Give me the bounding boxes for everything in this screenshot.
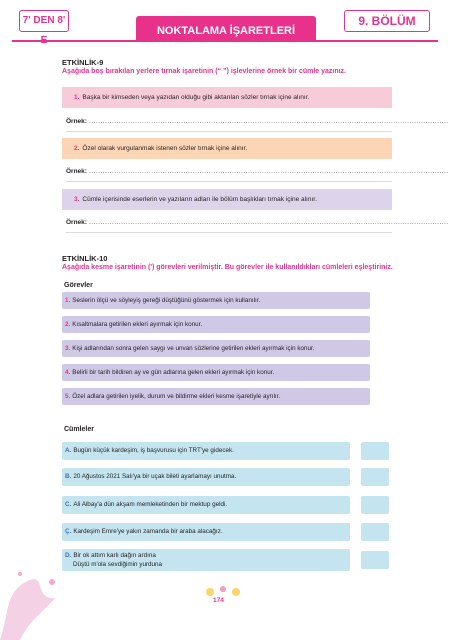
sentence-letter: B.: [65, 473, 72, 480]
task-text: Belirli bir tarih bildiren ay ve gün adlarına gelen ekleri ayırmak için konur.: [72, 369, 275, 376]
task-row: [62, 364, 370, 381]
task-row: [62, 340, 370, 357]
answer-box[interactable]: [361, 523, 389, 541]
example-blank: ............................................................................................................................................................: [88, 118, 449, 125]
item-number: 2.: [74, 145, 80, 152]
task-row: [62, 316, 370, 333]
activity10-title: ETKİNLİK-10: [62, 254, 108, 263]
activity9-item-2: [62, 138, 392, 159]
task-number: 3.: [65, 345, 71, 352]
task-text: Kişi adlarından sonra gelen saygı ve unvan sözlerine getirilen ekleri ayırmak için konur.: [72, 345, 315, 352]
sentence-text: Ali Albay'a dün akşam memleketinden bir mektup geldi.: [73, 501, 228, 508]
example-label: Örnek:: [66, 168, 87, 175]
tasks-heading: Görevler: [64, 282, 93, 289]
grade-label: 7' DEN 8' E: [19, 10, 69, 32]
example-label: Örnek:: [66, 219, 87, 226]
activity9-example-2[interactable]: [66, 162, 449, 182]
sentence-text: Bugün küçük kardeşim, iş başvurusu için TRT'ye gidecek.: [73, 447, 234, 454]
task-number: 5.: [65, 393, 71, 400]
example-blank: ............................................................................................................................................................: [88, 219, 449, 226]
item-text: Cümle içerisinde eserlerin ve yazıların adları ile bölüm başlıkları tırnak içine alınır.: [82, 196, 317, 203]
item-text: Başka bir kimseden veya yazıdan olduğu gibi aktarılan sözler tırnak içine alınır.: [82, 94, 310, 101]
sentences-heading: Cümleler: [64, 426, 94, 433]
activity9-title: ETKİNLİK-9: [62, 58, 104, 67]
answer-box[interactable]: [361, 551, 389, 569]
sentence-letter: Ç.: [65, 528, 72, 535]
task-row: [62, 388, 370, 405]
activity9-item-3: [62, 189, 392, 210]
sentence-row: [62, 496, 350, 514]
answer-box[interactable]: [361, 442, 389, 460]
task-text: Özel adlara getirilen iyelik, durum ve bildirme ekleri kesme işaretiyle ayrılır.: [72, 393, 281, 400]
sentence-letter: A.: [65, 447, 72, 454]
activity9-item-1: [62, 87, 392, 108]
answer-box[interactable]: [361, 496, 389, 514]
sentence-letter: C.: [65, 501, 72, 508]
sentence-row: [62, 468, 350, 486]
sentence-text: Bir ok attım karlı dağın ardına: [73, 552, 156, 559]
sentence-text: Kardeşim Emre'ye yakın zamanda bir araba alacağız.: [73, 528, 223, 535]
sentence-row: [62, 549, 350, 571]
page-header: [0, 0, 450, 46]
task-number: 4.: [65, 369, 71, 376]
activity9-instruction: Aşağıda boş bırakılan yerlere tırnak işaretinin (“ ”) işlevlerine örnek bir cümle yazınız.: [62, 68, 346, 75]
activity9-example-3[interactable]: [66, 213, 449, 233]
page-title: NOKTALAMA İŞARETLERİ: [136, 16, 316, 42]
activity10-instruction: Aşağıda kesme işaretinin (') görevleri verilmiştir. Bu görevler ile kullanıldıkları cümleleri eşleştiriniz.: [62, 264, 393, 271]
item-number: 3.: [74, 196, 80, 203]
sentence-row: [62, 523, 350, 541]
task-number: 2.: [65, 321, 71, 328]
section-label: 9. BÖLÜM: [344, 10, 430, 32]
sentence-text: 20 Ağustos 2021 Salı'ya bir uçak bileti ayarlamayı unutma.: [73, 473, 237, 480]
item-number: 1.: [74, 94, 80, 101]
sentence-letter: D.: [65, 552, 72, 559]
splash-decoration-icon: [0, 560, 70, 640]
task-row: [62, 292, 370, 309]
page-number: 174: [213, 597, 224, 604]
sentence-row: [62, 442, 350, 460]
task-text: Seslerin ölçü ve söyleyiş gereği düştüğünü göstermek için kullanılır.: [72, 297, 261, 304]
answer-box[interactable]: [361, 468, 389, 486]
example-label: Örnek:: [66, 118, 87, 125]
task-text: Kısaltmalara getirilen ekleri ayırmak için konur.: [72, 321, 203, 328]
sentence-text-line2: Düştü m'ola sevdiğimin yurduna: [73, 561, 163, 568]
task-number: 1.: [65, 297, 71, 304]
example-blank: ............................................................................................................................................................: [88, 168, 449, 175]
item-text: Özel olarak vurgulanmak istenen sözler tırnak içine alınır.: [82, 145, 248, 152]
activity9-example-1[interactable]: [66, 112, 449, 132]
